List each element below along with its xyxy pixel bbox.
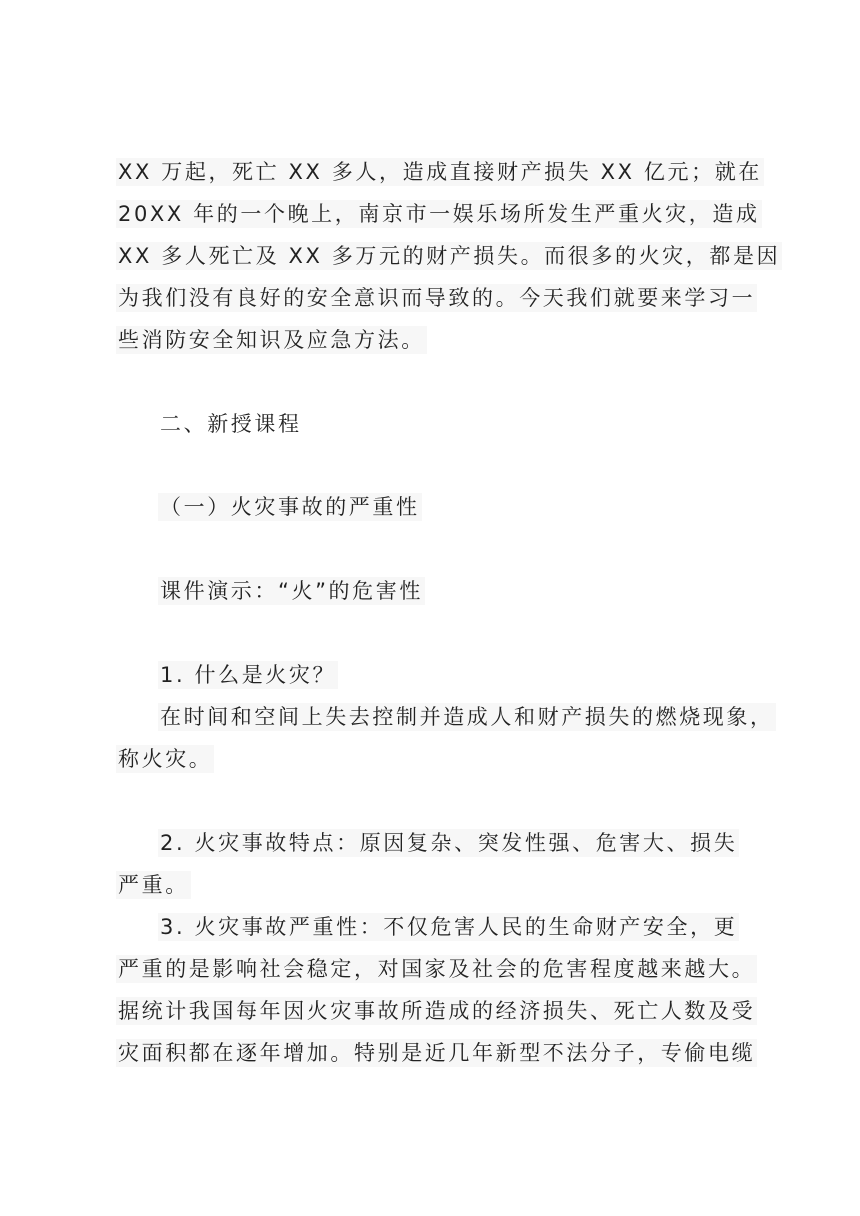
subsection-heading: （一）火灾事故的严重性: [160, 495, 420, 519]
courseware-line: 课件演示：“火”的危害性: [160, 579, 423, 603]
item-3: 3. 火灾事故严重性：不仅危害人民的生命财产安全，更: [160, 915, 738, 939]
item-2: 2. 火灾事故特点：原因复杂、突发性强、危害大、损失: [160, 831, 738, 855]
text-line: XX 万起，死亡 XX 多人，造成直接财产损失 XX 亿元；就在: [118, 160, 762, 184]
text-line: 灾面积都在逐年增加。特别是近几年新型不法分子，专偷电缆: [118, 1041, 756, 1065]
text-line: 为我们没有良好的安全意识而导致的。今天我们就要来学习一: [118, 286, 756, 310]
text-line: 严重的是影响社会稳定，对国家及社会的危害程度越来越大。: [118, 957, 756, 981]
text-line: 严重。: [118, 873, 189, 897]
text-line: 在时间和空间上失去控制并造成人和财产损失的燃烧现象，: [160, 705, 774, 729]
section-heading: 二、新授课程: [160, 412, 302, 436]
text-line: 些消防安全知识及应急方法。: [118, 328, 425, 352]
text-line: 20XX 年的一个晚上，南京市一娱乐场所发生严重火灾，造成: [118, 202, 760, 226]
text-line: 据统计我国每年因火灾事故所造成的经济损失、死亡人数及受: [118, 999, 756, 1023]
text-line: XX 多人死亡及 XX 多万元的财产损失。而很多的火灾，都是因: [118, 244, 781, 268]
text-line: 称火灾。: [118, 747, 213, 771]
item-1-title: 1. 什么是火灾？: [160, 663, 337, 687]
